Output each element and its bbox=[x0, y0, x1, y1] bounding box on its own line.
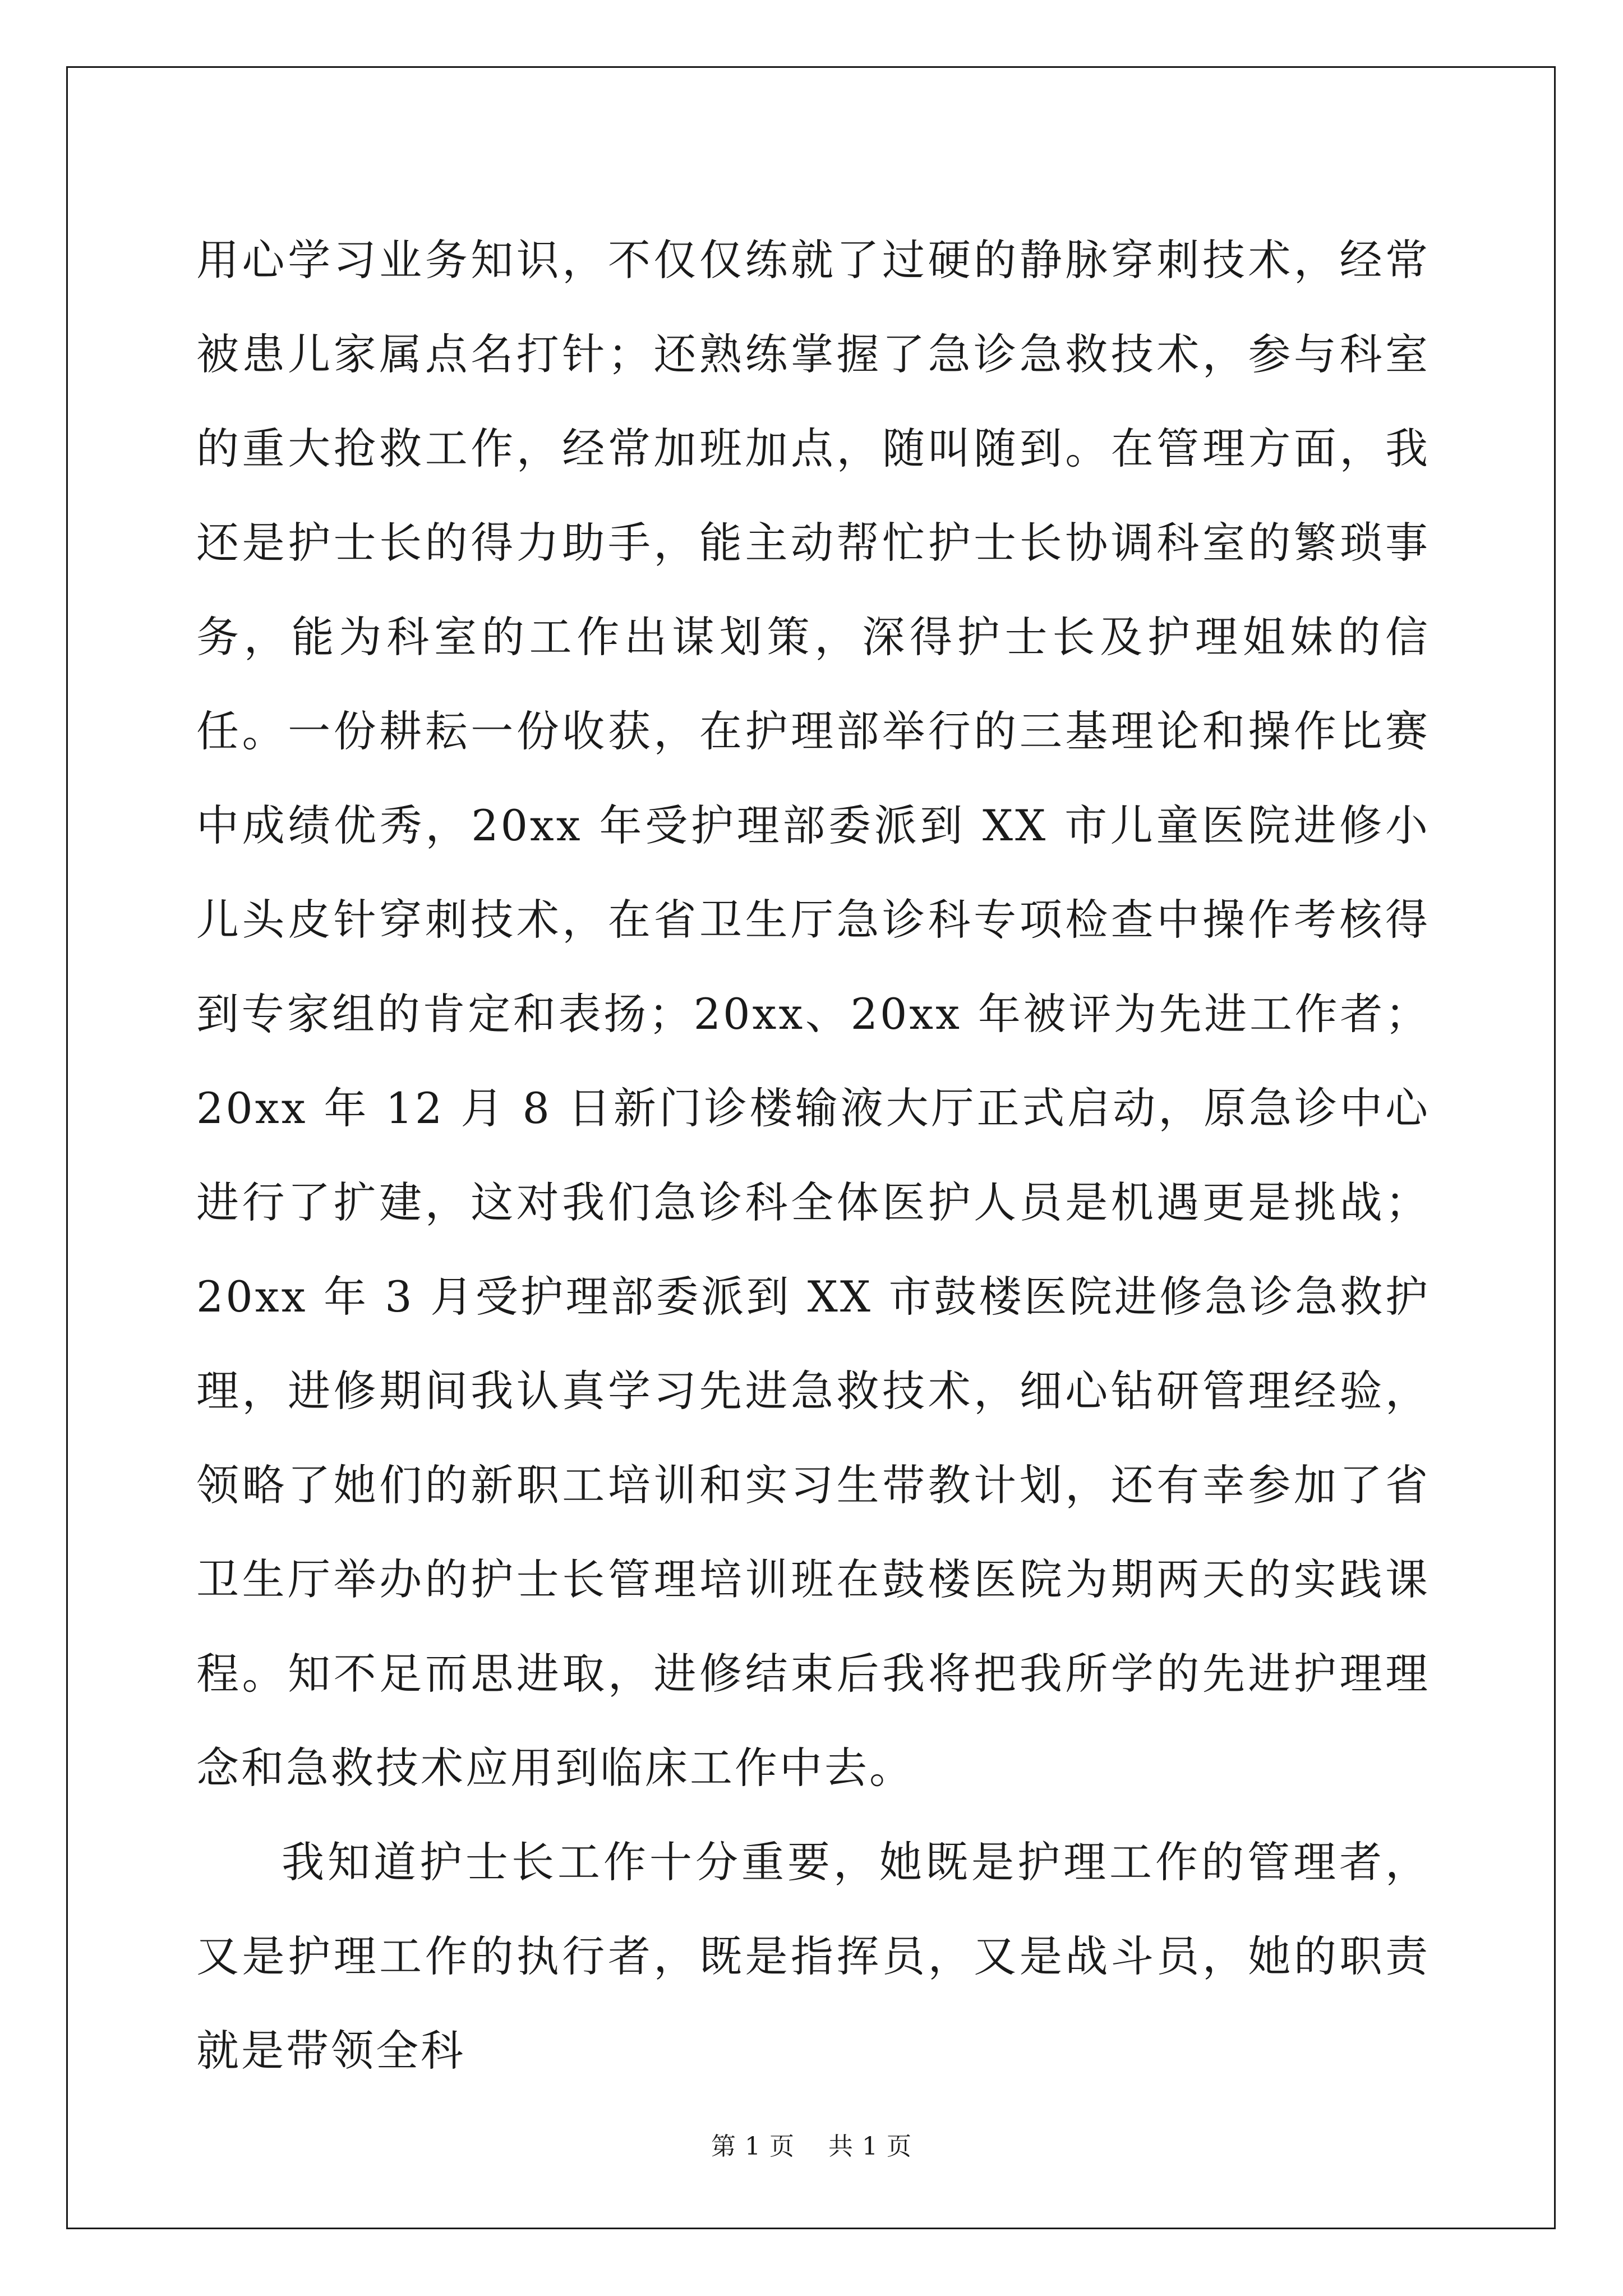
page-footer bbox=[0, 2126, 1623, 2162]
document-body bbox=[196, 213, 1430, 2098]
page-number: 第 1 页 bbox=[711, 2132, 795, 2161]
page-total: 共 1 页 bbox=[828, 2132, 912, 2161]
paragraph-2: 我知道护士长工作十分重要，她既是护理工作的管理者，又是护理工作的执行者，既是指挥员，又是战斗员，她的职责就是带领全科 bbox=[196, 1837, 1430, 2076]
paragraph-1: 用心学习业务知识，不仅仅练就了过硬的静脉穿刺技术，经常被患儿家属点名打针；还熟练掌握了急诊急救技术，参与科室的重大抢救工作，经常加班加点，随叫随到。在管理方面，我还是护士长的得力助手，能主动帮忙护士长协调科室的繁琐事务，能为科室的工作出谋划策，深得护士长及护理姐妹的信任。一份耕耘一份收获，在护理部举行的三基理论和操作比赛中成绩优秀，20xx 年受护理部委派到 XX 市儿童医院进修小儿头皮针穿刺技术，在省卫生厅急诊科专项检查中操作考核得到专家组的肯定和表扬；20xx、20xx 年被评为先进工作者；20xx 年 12 月 8 日新门诊楼输液大厅正式启动，原急诊中心进行了扩建，这对我们急诊科全体医护人员是机遇更是挑战；20xx 年 3 月受护理部委派到 XX 市鼓楼医院进修急诊急救护理，进修期间我认真学习先进急救技术，细心钻研管理经验，领略了她们的新职工培训和实习生带教计划，还有幸参加了省卫生厅举办的护士长管理培训班在鼓楼医院为期两天的实践课程。知不足而思进取，进修结束后我将把我所学的先进护理理念和急救技术应用到临床工作中去。 bbox=[196, 235, 1430, 1793]
